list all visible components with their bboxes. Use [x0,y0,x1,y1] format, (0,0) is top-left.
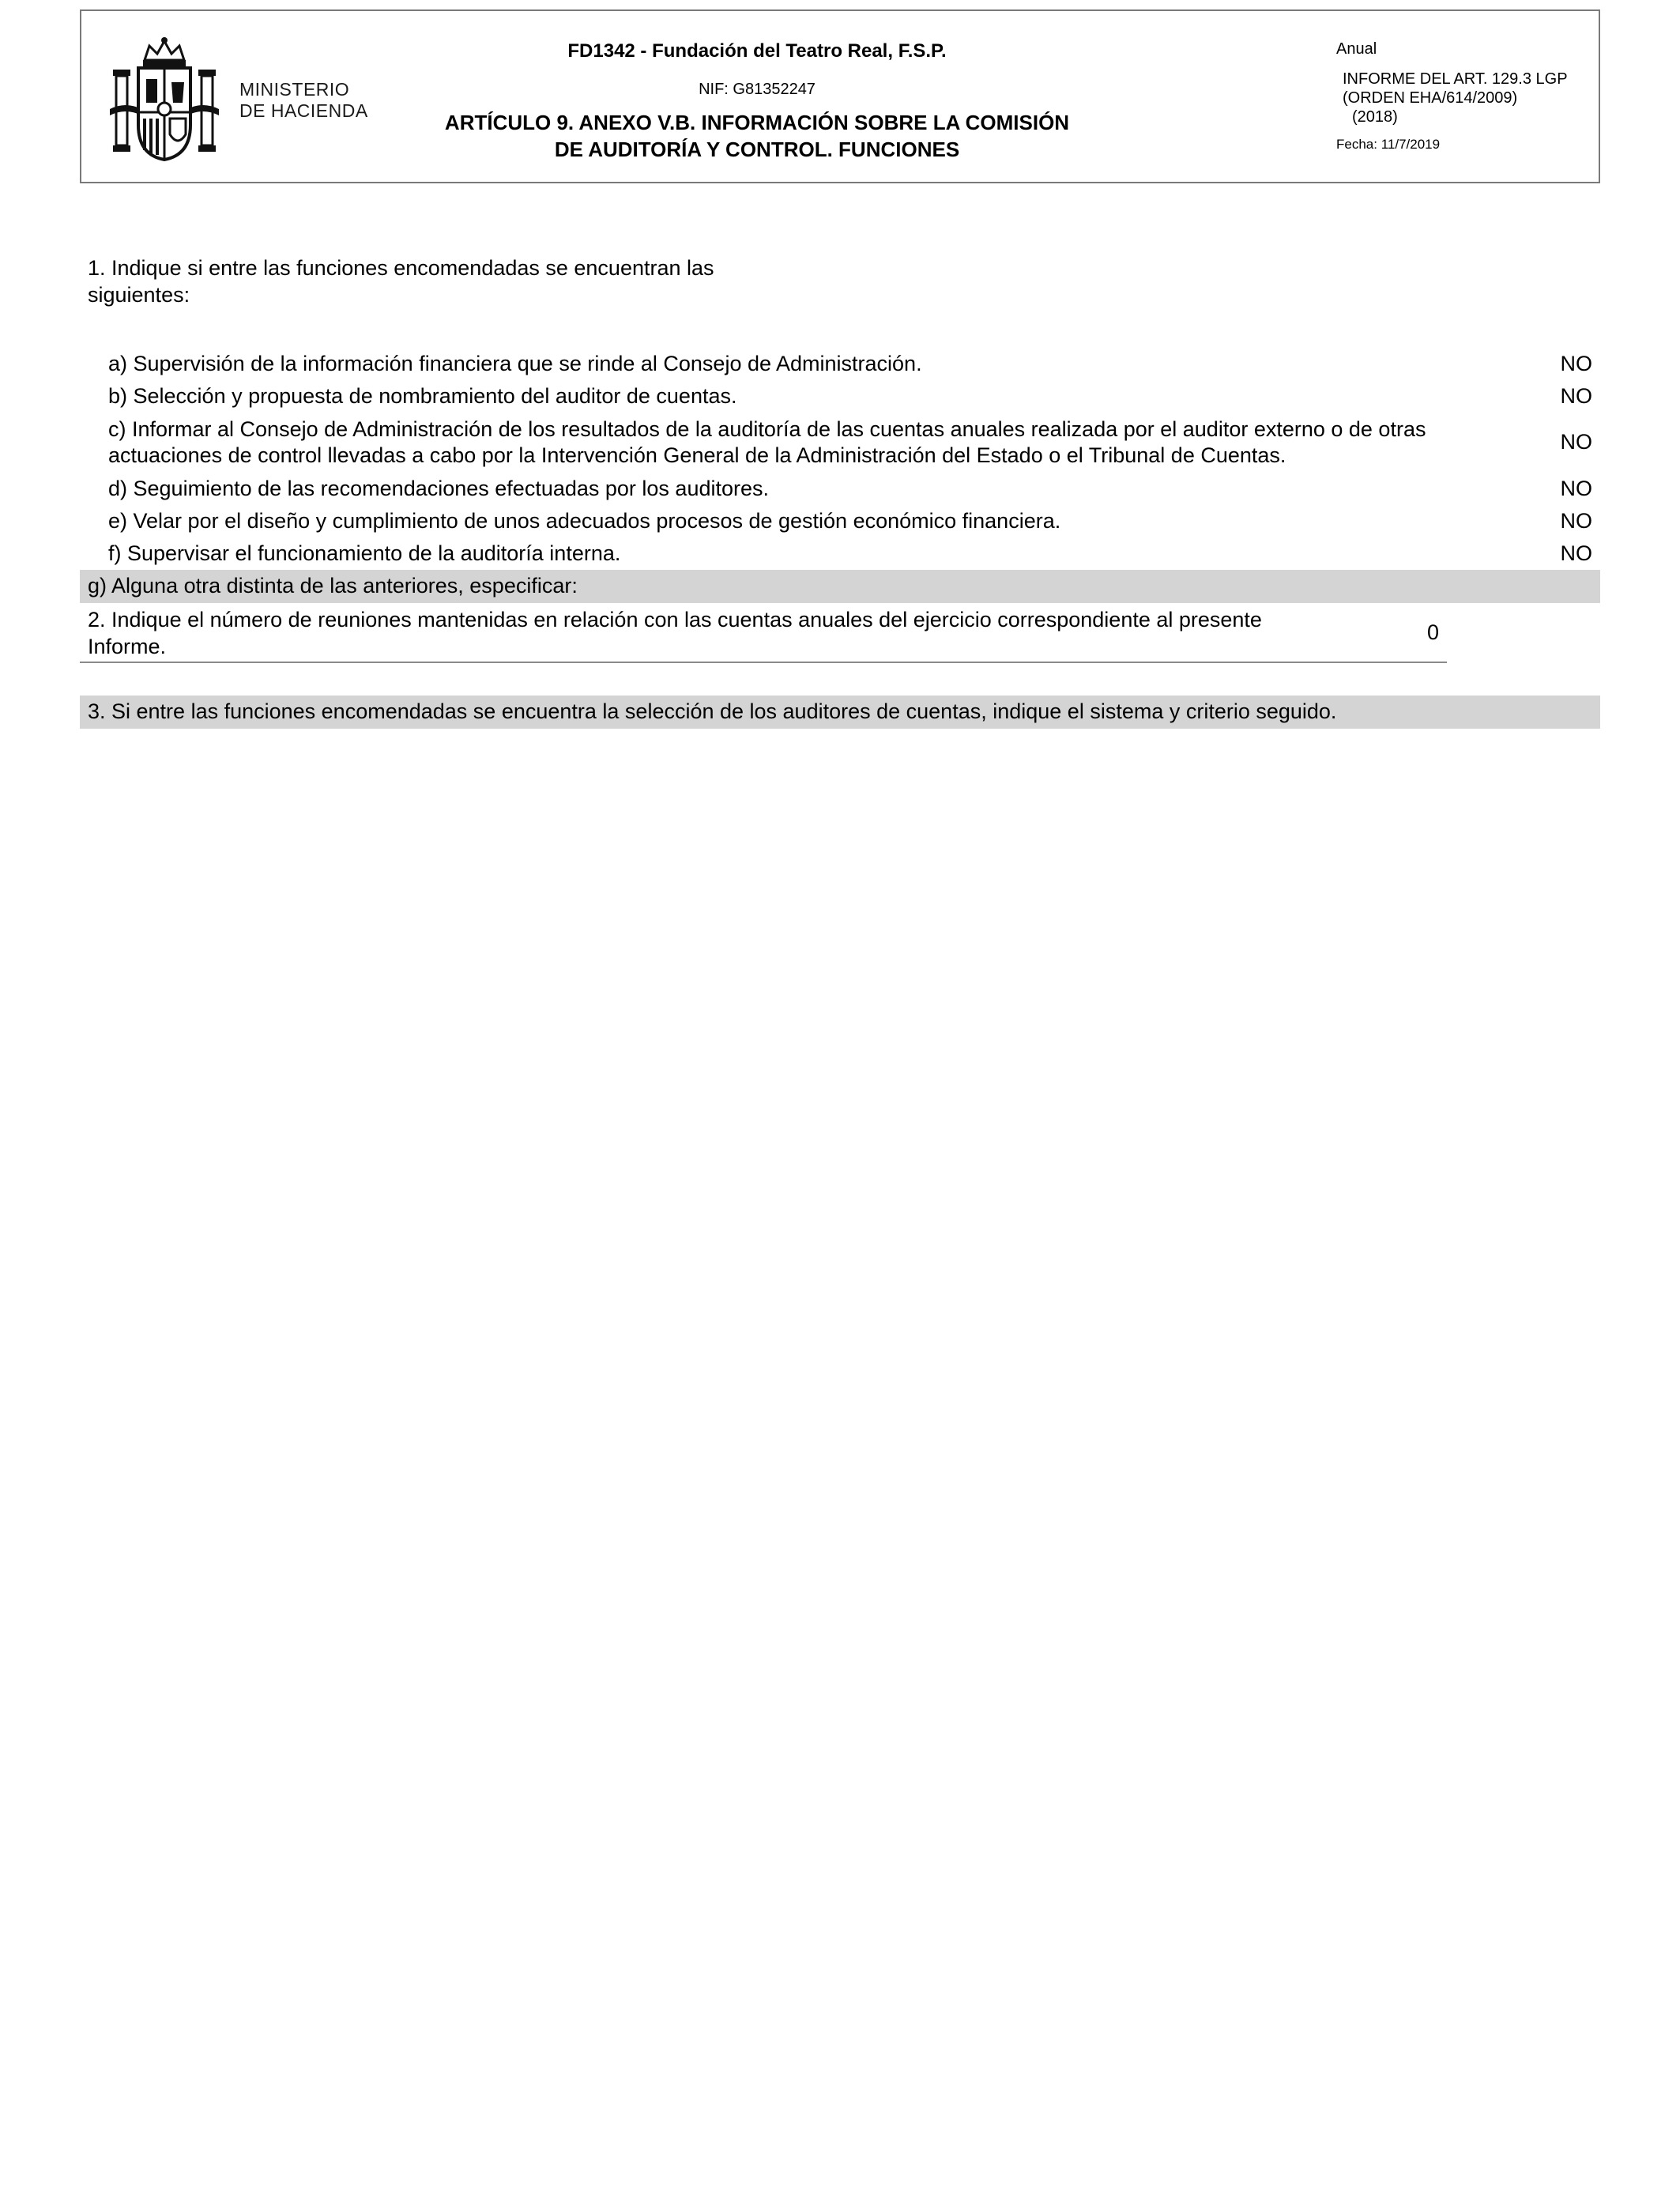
function-e-text: e) Velar por el diseño y cumplimiento de unos adecuados procesos de gestión económico financiera. [108,508,1061,533]
list-item [80,471,1600,503]
report-reference [1336,70,1597,126]
question-2-text: 2. Indique el número de reuniones mantenidas en relación con las cuentas anuales del ejercicio correspondiente al presente Informe. [88,608,1262,658]
function-d-text: d) Seguimiento de las recomendaciones efectuadas por los auditores. [108,476,769,500]
functions-list [80,346,1600,568]
function-c-text: c) Informar al Consejo de Administración de los resultados de la auditoría de las cuentas anuales realizada por el auditor externo o de otras actuaciones de control llevadas a cabo por la Intervención General de la Administración del Estado o el Tribunal de Cuentas. [108,417,1426,467]
function-f-text: f) Supervisar el funcionamiento de la auditoría interna. [108,541,621,565]
entity-nif: NIF: G81352247 [699,81,816,98]
ministry-name [239,79,368,122]
report-reference-line-3: (2018) [1352,108,1398,126]
document-title: ARTÍCULO 9. ANEXO V.B. INFORMACIÓN SOBRE LA COMISIÓN DE AUDITORÍA Y CONTROL. FUNCIONES [444,111,1070,161]
function-e-value: NO [1560,508,1592,533]
header-right [1336,40,1597,153]
entity-name: FD1342 - Fundación del Teatro Real, F.S.P. [567,40,947,62]
function-d-value: NO [1560,476,1592,500]
function-g-other: g) Alguna otra distinta de las anteriores, especificar: [80,570,1600,603]
list-item [80,379,1600,411]
question-2 [80,603,1447,663]
ministry-line-1: MINISTERIO [239,79,350,100]
function-a-value: NO [1560,351,1592,375]
question-2-value: 0 [1426,620,1439,644]
function-c-value: NO [1560,430,1592,454]
periodicity-label: Anual [1336,40,1377,58]
function-b-value: NO [1560,383,1592,408]
question-3: 3. Si entre las funciones encomendadas se encuentra la selección de los auditores de cuentas, indique el sistema y criterio seguido. [80,696,1600,729]
function-a-text: a) Supervisión de la información financiera que se rinde al Consejo de Administración. [108,351,922,375]
ministry-line-2: DE HACIENDA [239,100,368,121]
list-item [80,346,1600,379]
list-item [80,503,1600,536]
list-item [80,536,1600,568]
question-1: 1. Indique si entre las funciones encomendadas se encuentran las siguientes: [88,256,714,307]
function-f-value: NO [1560,541,1592,565]
report-reference-line-1: INFORME DEL ART. 129.3 LGP [1343,70,1568,88]
coat-of-arms-icon [110,36,219,163]
report-date: Fecha: 11/7/2019 [1336,137,1441,152]
report-reference-line-2: (ORDEN EHA/614/2009) [1343,89,1518,107]
list-item [80,411,1600,471]
report-header [80,9,1600,183]
header-center [429,40,1085,163]
function-b-text: b) Selección y propuesta de nombramiento del auditor de cuentas. [108,383,737,408]
